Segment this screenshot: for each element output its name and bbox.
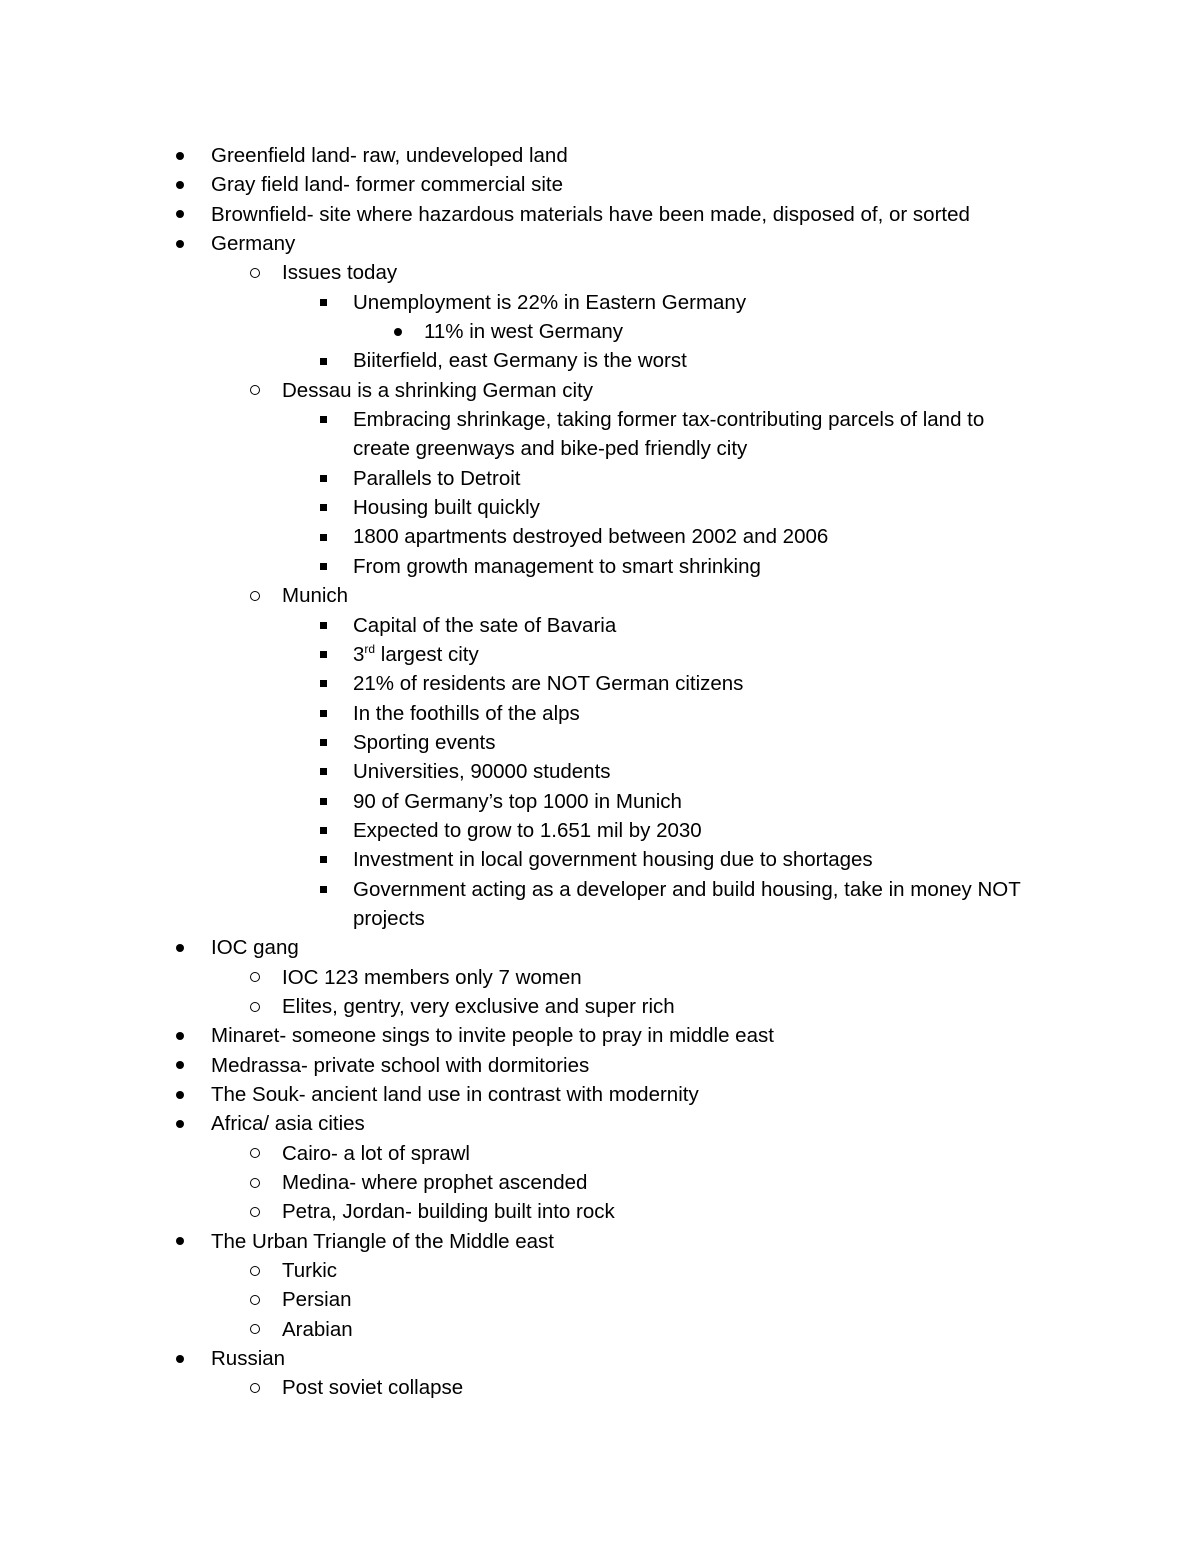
bullet-square-icon (313, 787, 333, 816)
list-item (0, 170, 1200, 199)
list-item (0, 699, 1200, 728)
item-text: Cairo- a lot of sprawl (282, 1141, 470, 1165)
item-text: The Souk- ancient land use in contrast with modernity (211, 1083, 699, 1106)
list-item (0, 816, 1200, 845)
bullet-dot-icon (170, 933, 190, 962)
bullet-square-icon (313, 875, 333, 904)
item-text: Turkic (282, 1259, 338, 1283)
bullet-dot-icon (170, 1080, 190, 1109)
item-text: Petra, Jordan- building built into rock (282, 1200, 615, 1224)
list-item (0, 200, 1200, 229)
bullet-square-icon (313, 699, 333, 728)
bullet-circle-icon (245, 1168, 265, 1197)
item-text: The Urban Triangle of the Middle east (211, 1229, 554, 1253)
bullet-dot-icon (388, 317, 408, 346)
bullet-circle-icon (245, 581, 265, 610)
notes-page (0, 141, 1200, 1403)
item-text: IOC gang (211, 936, 299, 960)
bullet-square-icon (313, 552, 333, 581)
list-item-continuation (0, 904, 1200, 933)
bullet-circle-icon (245, 992, 265, 1021)
bullet-circle-icon (245, 1256, 265, 1285)
item-text: Elites, gentry, very exclusive and super rich (282, 994, 675, 1018)
list-item (0, 405, 1200, 434)
list-item (0, 640, 1200, 669)
list-item (0, 229, 1200, 258)
item-text: 11% in west Germany (424, 320, 624, 344)
list-item (0, 787, 1200, 816)
bullet-circle-icon (245, 963, 265, 992)
item-text: Embracing shrinkage, taking former tax-contributing parcels of land to (353, 408, 985, 432)
list-item (0, 1256, 1200, 1285)
list-item (0, 317, 1200, 346)
item-text: Minaret- someone sings to invite people to pray in middle east (211, 1024, 774, 1048)
item-text: Arabian (282, 1317, 353, 1341)
list-item (0, 376, 1200, 405)
item-text: Universities, 90000 students (353, 760, 611, 784)
item-text: Germany (211, 232, 296, 256)
item-text: 21% of residents are NOT German citizens (353, 672, 744, 696)
list-item (0, 288, 1200, 317)
bullet-square-icon (313, 640, 333, 669)
item-text: IOC 123 members only 7 women (282, 965, 582, 989)
item-text: Medrassa- private school with dormitories (211, 1053, 590, 1077)
list-item (0, 346, 1200, 375)
bullet-dot-icon (170, 141, 190, 170)
bullet-circle-icon (245, 1315, 265, 1344)
item-text: Expected to grow to 1.651 mil by 2030 (353, 818, 702, 842)
bullet-square-icon (313, 288, 333, 317)
bullet-square-icon (313, 464, 333, 493)
bullet-dot-icon (170, 1344, 190, 1373)
item-text: Post soviet collapse (282, 1376, 464, 1400)
list-item (0, 875, 1200, 904)
item-text: Sporting events (353, 730, 496, 754)
list-item (0, 522, 1200, 551)
item-text: Investment in local government housing due to shortages (353, 848, 873, 872)
bullet-square-icon (313, 405, 333, 434)
item-text: Capital of the sate of Bavaria (353, 613, 617, 637)
item-text: Gray field land- former commercial site (211, 173, 564, 197)
bullet-square-icon (313, 757, 333, 786)
list-item (0, 141, 1200, 170)
list-item (0, 611, 1200, 640)
list-item (0, 493, 1200, 522)
list-item (0, 1080, 1200, 1109)
bullet-square-icon (313, 816, 333, 845)
bullet-circle-icon (245, 258, 265, 287)
list-item (0, 845, 1200, 874)
list-item (0, 963, 1200, 992)
bullet-square-icon (313, 611, 333, 640)
list-item (0, 1051, 1200, 1080)
item-text: Africa/ asia cities (211, 1112, 365, 1136)
item-text: Housing built quickly (353, 496, 540, 520)
bullet-dot-icon (170, 1051, 190, 1080)
item-text: create greenways and bike-ped friendly city (353, 437, 748, 461)
list-item (0, 992, 1200, 1021)
bullet-circle-icon (245, 1197, 265, 1226)
item-text: Brownfield- site where hazardous materials have been made, disposed of, or sorted (211, 202, 970, 226)
item-text: Issues today (282, 261, 398, 285)
item-text: Persian (282, 1288, 352, 1312)
item-text: In the foothills of the alps (353, 701, 580, 725)
item-text: Biiterfield, east Germany is the worst (353, 349, 687, 373)
list-item (0, 933, 1200, 962)
list-item (0, 1197, 1200, 1226)
item-text: Unemployment is 22% in Eastern Germany (353, 290, 747, 314)
item-text: From growth management to smart shrinking (353, 554, 761, 578)
bullet-square-icon (313, 522, 333, 551)
item-text: 1800 apartments destroyed between 2002 and 2006 (353, 525, 829, 549)
item-text: projects (353, 906, 425, 930)
list-item (0, 1109, 1200, 1138)
list-item (0, 1344, 1200, 1373)
item-text: Government acting as a developer and build housing, take in money NOT (353, 877, 1021, 901)
item-text (353, 640, 479, 669)
bullet-circle-icon (245, 1139, 265, 1168)
bullet-dot-icon (170, 1109, 190, 1138)
list-item (0, 552, 1200, 581)
item-text: 90 of Germany’s top 1000 in Munich (353, 789, 682, 813)
list-item (0, 464, 1200, 493)
bullet-circle-icon (245, 376, 265, 405)
list-item (0, 1315, 1200, 1344)
bullet-circle-icon (245, 1373, 265, 1402)
list-item (0, 1227, 1200, 1256)
item-text: Munich (282, 584, 349, 608)
list-item (0, 669, 1200, 698)
list-item (0, 728, 1200, 757)
list-item (0, 1373, 1200, 1402)
bullet-square-icon (313, 845, 333, 874)
item-text: Parallels to Detroit (353, 466, 521, 490)
bullet-circle-icon (245, 1285, 265, 1314)
bullet-square-icon (313, 728, 333, 757)
list-item (0, 1139, 1200, 1168)
item-text: Greenfield land- raw, undeveloped land (211, 144, 568, 167)
bullet-dot-icon (170, 229, 190, 258)
list-item (0, 1021, 1200, 1050)
bullet-square-icon (313, 493, 333, 522)
bullet-dot-icon (170, 200, 190, 229)
ordinal-number: 3 (353, 642, 365, 666)
bullet-square-icon (313, 346, 333, 375)
bullet-square-icon (313, 669, 333, 698)
bullet-dot-icon (170, 1021, 190, 1050)
list-item (0, 581, 1200, 610)
list-item-continuation (0, 434, 1200, 463)
list-item (0, 258, 1200, 287)
ordinal-rest: largest city (375, 642, 479, 666)
bullet-dot-icon (170, 1227, 190, 1256)
item-text: Russian (211, 1347, 286, 1371)
item-text: Dessau is a shrinking German city (282, 378, 594, 402)
list-item (0, 757, 1200, 786)
bullet-dot-icon (170, 170, 190, 199)
list-item (0, 1168, 1200, 1197)
item-text: Medina- where prophet ascended (282, 1171, 588, 1195)
ordinal-suffix: rd (364, 641, 376, 656)
list-item (0, 1285, 1200, 1314)
